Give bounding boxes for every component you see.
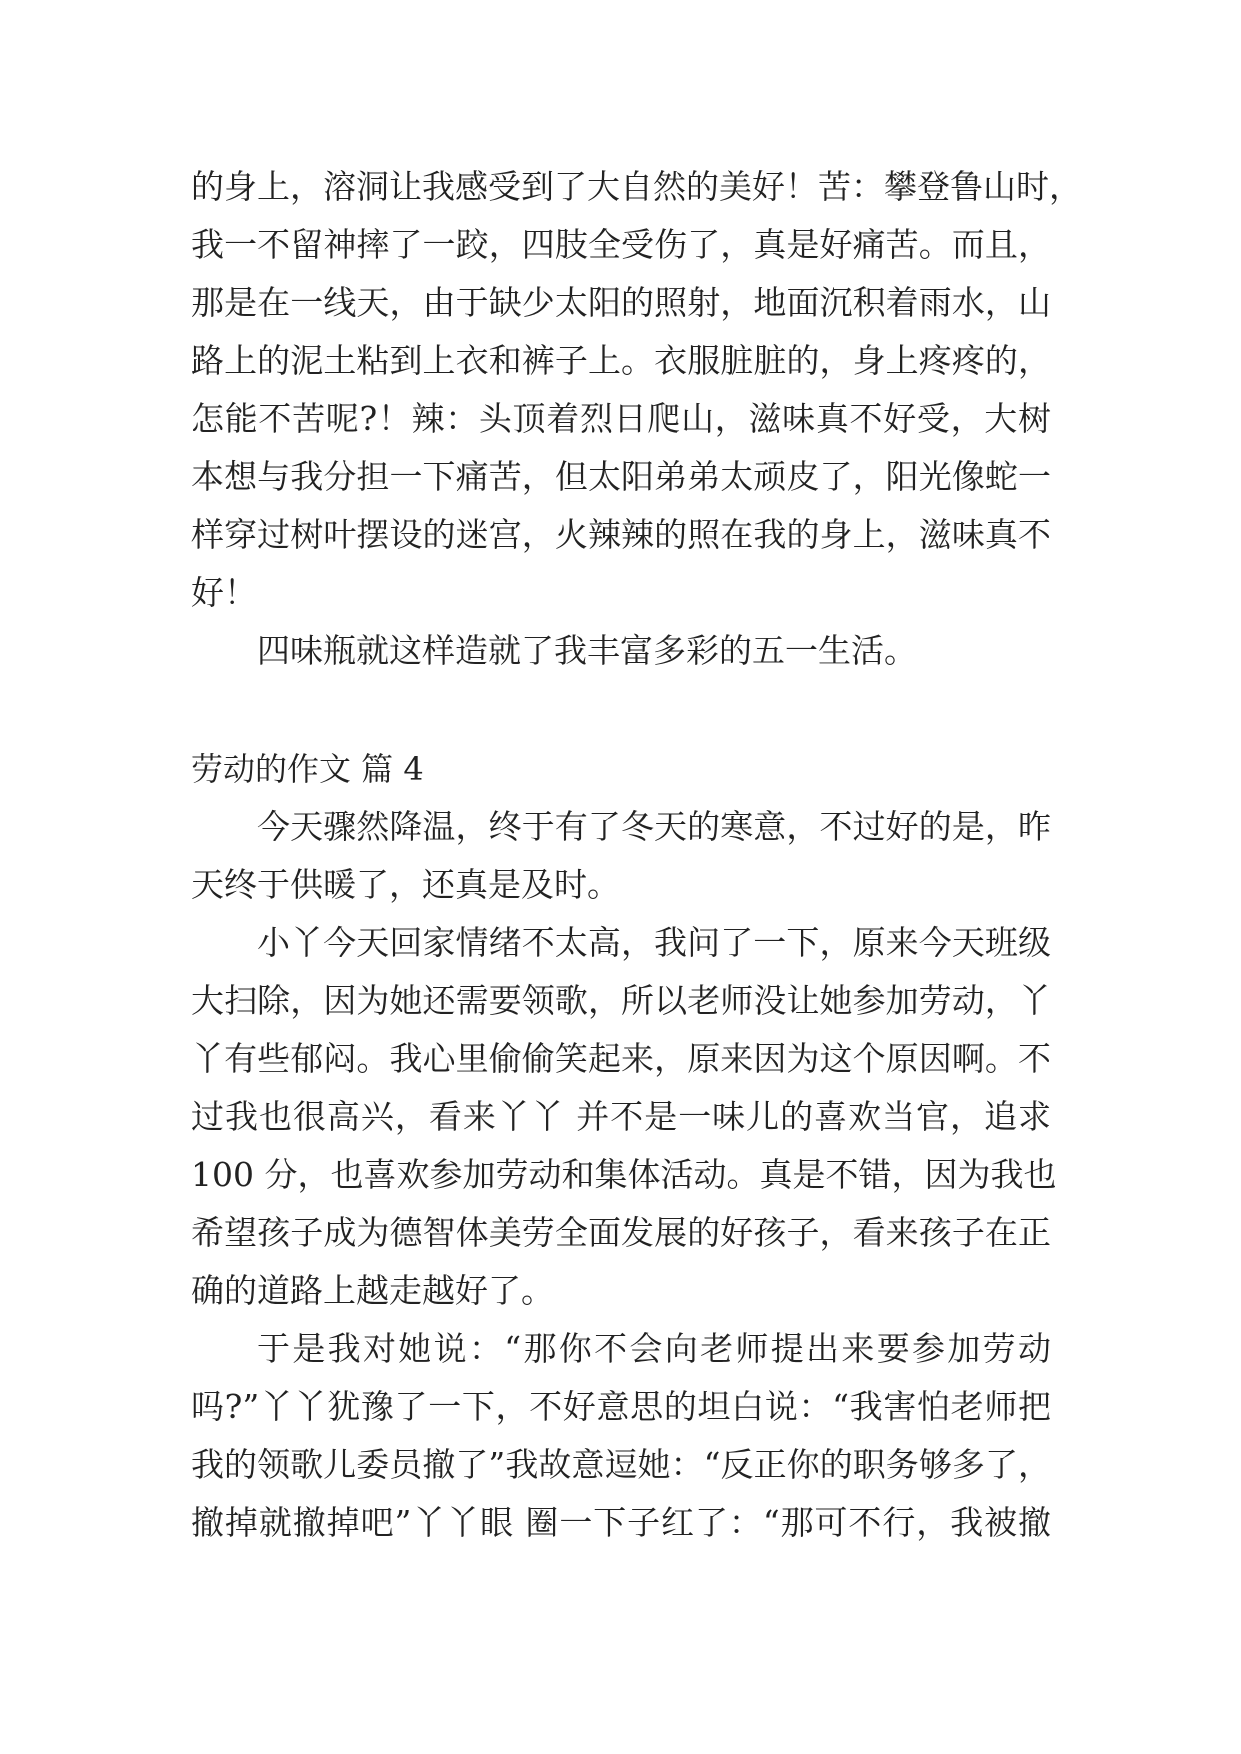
text-line: 于是我对她说：“那你不会向老师提出来要参加劳动 bbox=[257, 1329, 1051, 1368]
text-line: 路上的泥土粘到上衣和裤子上。衣服脏脏的，身上疼疼的， bbox=[191, 341, 1051, 380]
text-line: 样穿过树叶摆设的迷宫，火辣辣的照在我的身上，滋味真不 bbox=[191, 515, 1051, 554]
text-line: 吗?”丫丫犹豫了一下，不好意思的坦白说：“我害怕老师把 bbox=[191, 1387, 1051, 1426]
text-line: 100 分，也喜欢参加劳动和集体活动。真是不错，因为我也 bbox=[191, 1155, 1057, 1194]
text-line: 好！ bbox=[191, 573, 257, 612]
text-line: 丫有些郁闷。我心里偷偷笑起来，原来因为这个原因啊。不 bbox=[191, 1039, 1051, 1078]
text-line: 今天骤然降温，终于有了冬天的寒意，不过好的是，昨 bbox=[257, 807, 1051, 846]
text-line: 过我也很高兴，看来丫丫 并不是一味儿的喜欢当官，追求 bbox=[191, 1097, 1051, 1136]
text-line: 那是在一线天，由于缺少太阳的照射，地面沉积着雨水，山 bbox=[191, 283, 1051, 322]
text-line: 四味瓶就这样造就了我丰富多彩的五一生活。 bbox=[257, 631, 917, 670]
text-line: 希望孩子成为德智体美劳全面发展的好孩子，看来孩子在正 bbox=[191, 1213, 1051, 1252]
text-line: 我的领歌儿委员撤了”我故意逗她：“反正你的职务够多了， bbox=[191, 1445, 1051, 1484]
text-line: 本想与我分担一下痛苦，但太阳弟弟太顽皮了，阳光像蛇一 bbox=[191, 457, 1051, 496]
text-line: 的身上，溶洞让我感受到了大自然的美好！苦：攀登鲁山时， bbox=[191, 167, 1082, 206]
section-heading: 劳动的作文 篇 4 bbox=[191, 750, 424, 788]
text-line: 确的道路上越走越好了。 bbox=[191, 1271, 554, 1310]
text-line: 天终于供暖了，还真是及时。 bbox=[191, 865, 620, 904]
text-line: 小丫今天回家情绪不太高，我问了一下，原来今天班级 bbox=[257, 923, 1051, 962]
text-line: 怎能不苦呢?！辣：头顶着烈日爬山，滋味真不好受，大树 bbox=[191, 399, 1051, 438]
text-line: 我一不留神摔了一跤，四肢全受伤了，真是好痛苦。而且， bbox=[191, 225, 1051, 264]
text-line: 撤掉就撤掉吧”丫丫眼 圈一下子红了：“那可不行，我被撤 bbox=[191, 1503, 1051, 1542]
text-line: 大扫除，因为她还需要领歌，所以老师没让她参加劳动，丫 bbox=[191, 981, 1051, 1020]
